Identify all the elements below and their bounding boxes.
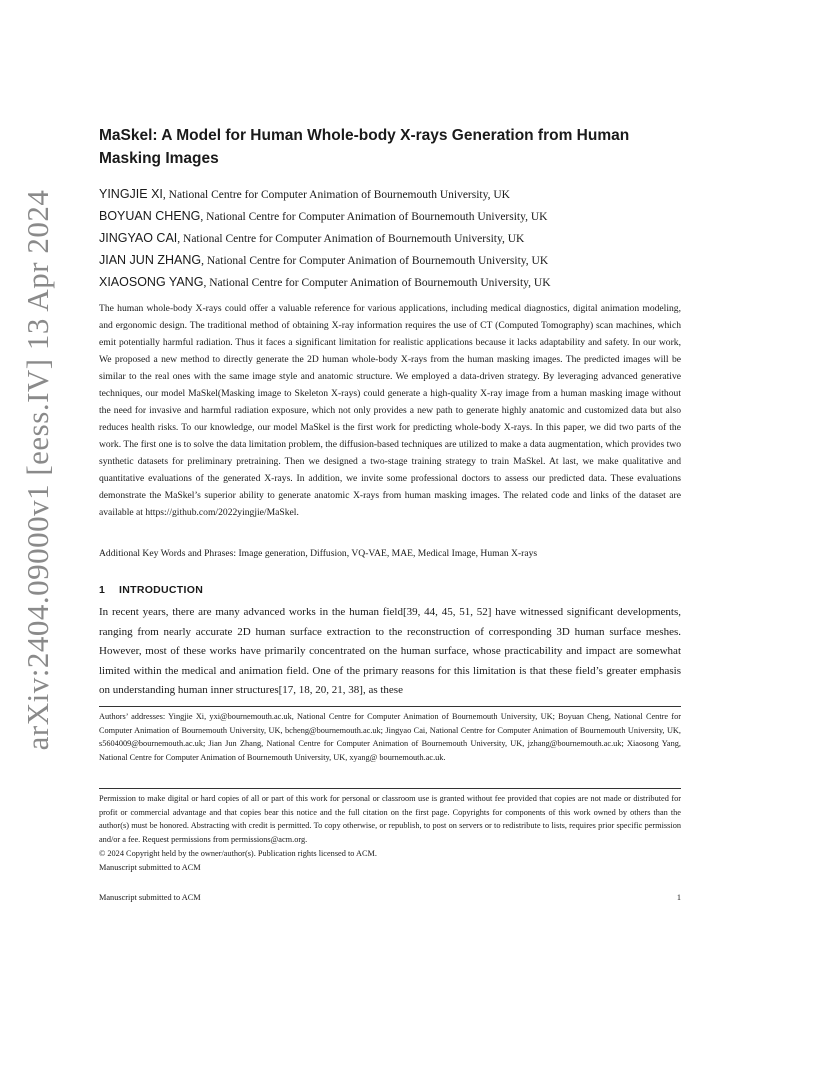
author-affiliation: , National Centre for Computer Animation of Bournemouth University, UK [201, 255, 549, 267]
arxiv-identifier: arXiv:2404.09000v1 [eess.IV] 13 Apr 2024 [20, 189, 55, 751]
section-heading [99, 581, 203, 599]
author-name: BOYUAN CHENG [99, 209, 201, 223]
author-affiliation: , National Centre for Computer Animation of Bournemouth University, UK [203, 277, 551, 289]
author-list [99, 183, 681, 293]
author-name: XIAOSONG YANG [99, 275, 204, 289]
paper-title: MaSkel: A Model for Human Whole-body X-rays Generation from Human Masking Images [99, 127, 630, 167]
arxiv-stamp [12, 170, 64, 770]
page-number: 1 [676, 893, 681, 902]
abstract: The human whole-body X-rays could offer a valuable reference for various applications, including medical diagnostics, digital animation modeling, and ergonomic design. The traditional method of obtaining X-ray information requires the use of CT (Computed Tomography) scan machines, which emit potentially harmful radiation. Thus it faces a significant limitation for realistic applications because it lacks adaptability and safety. In our work, We proposed a new method to directly generate the 2D human whole-body X-rays from the human masking images. The predicted images will be similar to the real ones with the same image style and anatomic structure. We employed a data-driven strategy. By leveraging advanced generative techniques, our model MaSkel(Masking image to Skeleton X-rays) could generate a high-quality X-ray image from a human masking image without the need for invasive and harmful radiation exposure, which not only provides a new path to generate highly anatomic and customized data but also reduces health risks. To our knowledge, our model MaSkel is the first work for predicting whole-body X-rays. In this paper, we did two parts of the work. The first one is to solve the data limitation problem, the diffusion-based techniques are utilized to make a data augmentation, which provides two synthetic datasets for preliminary pretraining. Then we designed a two-stage training strategy to train MaSkel. At last, we make qualitative and quantitative evaluations of the generated X-rays. In addition, we invite some professional doctors to assess our predicted data. These evaluations demonstrate the MaSkel’s superior ability to generate anatomic X-rays from human masking images. The related code and links of the dataset are available at https://github.com/2022yingjie/MaSkel. [99, 303, 681, 518]
author-entry [99, 227, 681, 249]
manuscript-note: Manuscript submitted to ACM [99, 863, 201, 872]
keywords: Additional Key Words and Phrases: Image generation, Diffusion, VQ-VAE, MAE, Medical Image, Human X-rays [99, 548, 538, 559]
permission-divider [99, 788, 681, 789]
intro-paragraph: In recent years, there are many advanced works in the human field[39, 44, 45, 51, 52] have witnessed significant developments, ranging from nearly accurate 2D human surface extraction to the reconstruction of corresponding 3D human surface meshes. However, most of these works have primarily concentrated on the human surface, whose practicability and impact are somewhat limited within the medical and animation field. One of the primary reasons for this limitation is that these field’s greater emphasis on understanding human inner structures[17, 18, 20, 21, 38], as these [99, 606, 681, 696]
author-affiliation: , National Centre for Computer Animation of Bournemouth University, UK [162, 189, 510, 201]
author-entry [99, 249, 681, 271]
author-affiliation: , National Centre for Computer Animation of Bournemouth University, UK [177, 233, 525, 245]
copyright-notice: © 2024 Copyright held by the owner/author(s). Publication rights licensed to ACM. [99, 849, 377, 858]
author-entry [99, 183, 681, 205]
author-name: JIAN JUN ZHANG [99, 253, 202, 267]
section-number: 1 [99, 584, 106, 596]
author-affiliation: , National Centre for Computer Animation of Bournemouth University, UK [200, 211, 548, 223]
author-entry [99, 271, 681, 293]
section-title: INTRODUCTION [119, 584, 204, 596]
authors-addresses: Authors’ addresses: Yingjie Xi, yxi@bournemouth.ac.uk, National Centre for Computer Animation of Bournemouth University, UK; Boyuan Cheng, National Centre for Computer Animation of Bournemouth University, UK, bcheng@bournemouth.ac.uk; Jingyao Cai, National Centre for Computer Animation of Bournemouth University, UK, s5604009@bournemouth.ac.uk; Jian Jun Zhang, National Centre for Computer Animation of Bournemouth University, UK, jzhang@bournemouth.ac.uk; Xiaosong Yang, National Centre for Computer Animation of Bournemouth University, UK, xyang@ bournemouth.ac.uk. [99, 712, 681, 762]
author-name: JINGYAO CAI [99, 231, 178, 245]
author-name: YINGJIE XI [99, 187, 163, 201]
permission-notice: Permission to make digital or hard copies of all or part of this work for personal or classroom use is granted without fee provided that copies are not made or distributed for profit or commercial advantage and that copies bear this notice and the full citation on the first page. Copyrights for components of this work owned by others than the author(s) must be honored. Abstracting with credit is permitted. To copy otherwise, or republish, to post on servers or to redistribute to lists, requires prior specific permission and/or a fee. Request permissions from permissions@acm.org. [99, 794, 681, 844]
author-entry [99, 205, 681, 227]
footnote-divider [99, 706, 681, 707]
running-footer: Manuscript submitted to ACM [99, 893, 201, 902]
